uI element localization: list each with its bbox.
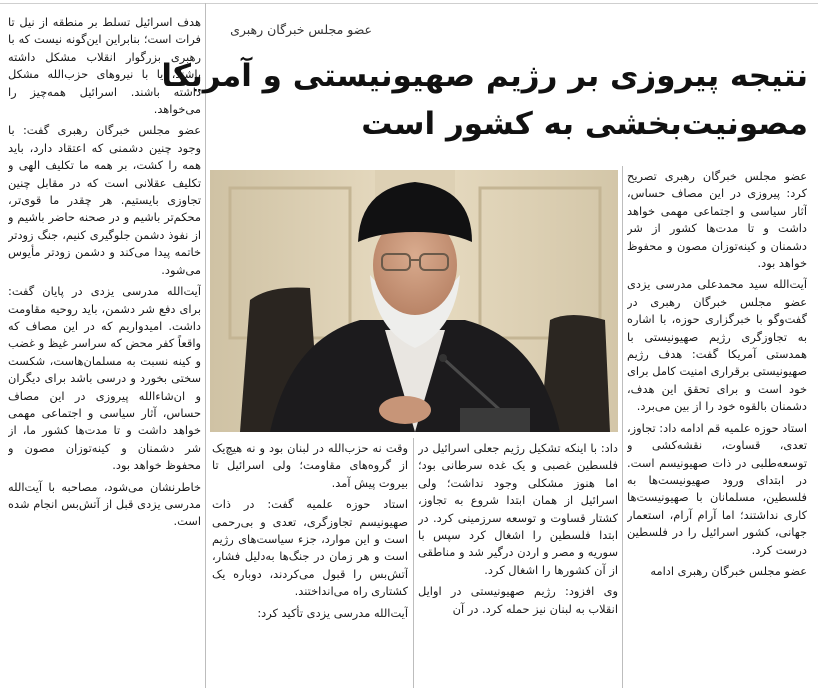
paragraph: عضو مجلس خبرگان رهبری ادامه — [650, 563, 807, 578]
column-middle-right — [418, 440, 618, 688]
top-rule — [0, 3, 818, 4]
column-right — [627, 168, 807, 688]
paragraph: داد: با اینکه تشکیل رژیم جعلی اسرائیل در فلسطین غصبی و یک غده سرطانی بود؛ اما هنوز مشکلی وجود نداشت؛ ولی اسرائیل از همان ابتدا شروع به تجاوز، کشتار قساوت و توسعه سرزمینی کرد. در ابتدا فلسطین را اشغال کرد سپس با سوریه و مصر و اردن درگیر شد و مناطقی از آن کشورها را اشغال کرد. — [418, 441, 618, 577]
paragraph: وی افزود: رژیم صهیونیستی در اوایل انقلاب به لبنان نیز حمله کرد. در آن — [418, 584, 618, 616]
paragraph: عضو مجلس خبرگان رهبری تصریح کرد: پیروزی در این مصاف حساس، آثار سیاسی و اجتماعی مهمی خواهد داشت و تا مدت‌ها کشور از شر دشمنان و کینه‌توزان مصون و محفوظ خواهد بود. — [627, 169, 807, 271]
headline-line-1: نتیجه پیروزی بر رژیم صهیونیستی و آمریکا — [161, 58, 808, 94]
column-middle-left — [212, 440, 408, 688]
paragraph: استاد حوزه علمیه قم ادامه داد: تجاوز، تعدی، قساوت، نقشه‌کشی و توسعه‌طلبی در ذات صهیونیسم است. در ابتدای ورود صهیونیست‌ها به فلسطین، مسلمانان با صهیونیست‌ها کاری نداشتند؛ اما آرام آرام، استعمار جهانی، کشور اسرائیل را در فلسطین درست کرد. — [627, 420, 807, 557]
article-headline — [161, 52, 808, 148]
paragraph: آیت‌الله سید محمدعلی مدرسی یزدی عضو مجلس خبرگان رهبری در گفت‌وگو با خبرگزاری حوزه، با اشاره به تجاوزگری رژیم صهیونیستی با همدستی آمریکا گفت: هدف رژیم صهیونیستی برقراری امنیت کامل برای خود است و برای تحقق این هدف، دشمنان بالقوه خود را از بین می‌برد. — [627, 277, 807, 414]
paragraph: عضو مجلس خبرگان رهبری گفت: با وجود چنین دشمنی که اعتقاد دارد، باید همه را کشت، بر همه ما تکلیف الهی و تکلیف عقلانی است که در مقابل چنین تجاوزی بایستیم. هر چقدر ما قوی‌تر، محکم‌تر باشیم و در صحنه حاضر باشیم و از نفوذ دشمن جلوگیری کنیم، جنگ زودتر خاتمه پیدا می‌کند و دشمن زودتر مأیوس می‌شود. — [8, 123, 201, 277]
column-left — [8, 14, 201, 688]
paragraph: استاد حوزه علمیه گفت: در ذات صهیونیسم تجاوزگری، تعدی و بی‌رحمی است و این موارد، جزء سیاست‌های رژیم است و هر زمان در جنگ‌ها به‌دلیل فشار، آتش‌بس را قبول می‌کردند، دوباره یک کشتاری راه می‌انداختند. — [212, 497, 408, 599]
paragraph: خاطرنشان می‌شود، مصاحبه با آیت‌الله مدرسی یزدی قبل از آتش‌بس انجام شده است. — [8, 479, 201, 529]
column-rule-middle — [413, 438, 414, 688]
column-rule-left — [205, 3, 206, 688]
paragraph: آیت‌الله مدرسی یزدی تأکید کرد: — [257, 605, 408, 620]
paragraph: وقت نه حزب‌الله در لبنان بود و نه هیچ‌یک از گروه‌های مقاومت؛ ولی اسرائیل تا بیروت پیش آمد. — [212, 441, 408, 490]
article-kicker: عضو مجلس خبرگان رهبری — [230, 22, 372, 37]
paragraph: هدف اسرائیل تسلط بر منطقه از نیل تا فرات است؛ بنابراین این‌گونه نیست که با رهبری بزرگوار انقلاب مشکل داشته باشند، یا با نیروهای حزب‌الله مشکل داشته باشند. اسرائیل همه‌چیز را می‌خواهد. — [8, 15, 201, 117]
article-photo — [210, 170, 618, 432]
headline-line-2: مصونیت‌بخشی به کشور است — [361, 106, 808, 142]
column-rule-right — [622, 166, 623, 688]
paragraph: آیت‌الله مدرسی یزدی در پایان گفت: برای دفع شر دشمن، باید روحیه مقاومت داشت. امیدواریم که در این مصاف که واقعاً کفر محض که سراسر غیظ و غضب و کینه نسبت به مسلمان‌هاست، شکست سختی بخورد و درسی باشد برای دیگران و ان‌شاءالله پیروزی در این مصاف حساس، آثار سیاسی و اجتماعی مهمی خواهد داشت و تا مدت‌ها کشور ما، از شر دشمنان و کینه‌توزان مصون و محفوظ خواهد بود. — [8, 284, 201, 473]
